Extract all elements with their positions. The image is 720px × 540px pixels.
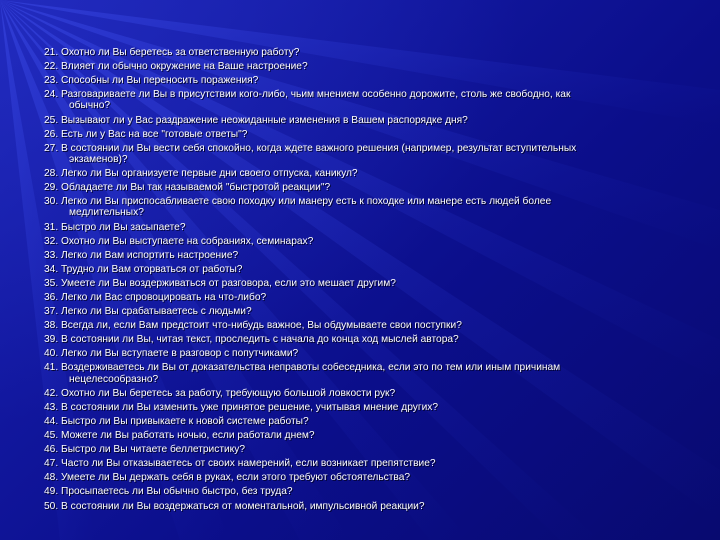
question-item bbox=[44, 89, 664, 111]
question-number: 23. bbox=[44, 75, 59, 87]
question-item bbox=[44, 129, 664, 140]
question-item bbox=[44, 222, 664, 233]
question-text: Легко ли Вам испортить настроение? bbox=[61, 249, 239, 261]
question-item bbox=[44, 278, 664, 289]
question-item bbox=[44, 168, 664, 179]
question-text: Просыпаетесь ли Вы обычно быстро, без труда? bbox=[61, 486, 293, 498]
question-text: Быстро ли Вы привыкаете к новой системе работы? bbox=[61, 415, 309, 427]
question-text: В состоянии ли Вы воздержаться от моментальной, импульсивной реакции? bbox=[61, 500, 425, 512]
question-number: 44. bbox=[44, 415, 59, 427]
question-item bbox=[44, 47, 664, 58]
question-text: Всегда ли, если Вам предстоит что-нибудь важное, Вы обдумываете свои поступки? bbox=[61, 320, 462, 332]
question-number: 26. bbox=[44, 128, 59, 140]
question-item bbox=[44, 416, 664, 427]
question-number: 24. bbox=[44, 89, 59, 101]
question-item bbox=[44, 250, 664, 261]
question-item bbox=[44, 292, 664, 303]
question-number: 43. bbox=[44, 401, 59, 413]
question-text: Охотно ли Вы выступаете на собраниях, семинарах? bbox=[61, 235, 314, 247]
question-item bbox=[44, 444, 664, 455]
question-text: В состоянии ли Вы изменить уже принятое решение, учитывая мнение других? bbox=[61, 401, 439, 413]
question-item bbox=[44, 75, 664, 86]
question-text: Часто ли Вы отказываетесь от своих намерений, если возникает препятствие? bbox=[61, 458, 436, 470]
question-item bbox=[44, 306, 664, 317]
question-text: Легко ли Вас спровоцировать на что-либо? bbox=[61, 292, 267, 304]
question-number: 47. bbox=[44, 458, 59, 470]
question-text: Есть ли у Вас на все "готовые ответы"? bbox=[61, 128, 248, 140]
question-number: 50. bbox=[44, 500, 59, 512]
question-number: 45. bbox=[44, 430, 59, 442]
question-item bbox=[44, 236, 664, 247]
question-item bbox=[44, 264, 664, 275]
question-text: Умеете ли Вы воздерживаться от разговора, если это мешает другим? bbox=[61, 277, 396, 289]
question-item bbox=[44, 115, 664, 126]
question-text: Можете ли Вы работать ночью, если работали днем? bbox=[61, 430, 315, 442]
question-text: Легко ли Вы срабатываетесь с людьми? bbox=[61, 306, 252, 318]
question-number: 21. bbox=[44, 47, 59, 58]
question-number: 40. bbox=[44, 348, 59, 360]
question-item bbox=[44, 458, 664, 469]
question-number: 48. bbox=[44, 472, 59, 484]
question-item bbox=[44, 348, 664, 359]
question-number: 38. bbox=[44, 320, 59, 332]
question-text: Охотно ли Вы беретесь за работу, требующую большой ловкости рук? bbox=[61, 387, 396, 399]
question-text: Быстро ли Вы засыпаете? bbox=[61, 221, 186, 233]
question-text: В состоянии ли Вы вести себя спокойно, когда ждете важного решения (например, результат вступительных bbox=[61, 142, 577, 154]
question-number: 35. bbox=[44, 277, 59, 289]
question-number: 36. bbox=[44, 292, 59, 304]
question-item bbox=[44, 196, 664, 218]
question-item bbox=[44, 362, 664, 384]
question-number: 49. bbox=[44, 486, 59, 498]
question-item bbox=[44, 402, 664, 413]
question-number: 32. bbox=[44, 235, 59, 247]
question-text: Разговариваете ли Вы в присутствии кого-либо, чьим мнением особенно дорожите, столь же свободно, как bbox=[61, 89, 571, 101]
question-number: 41. bbox=[44, 362, 59, 374]
question-text: Быстро ли Вы читаете беллетристику? bbox=[61, 444, 246, 456]
question-item bbox=[44, 501, 664, 512]
question-list bbox=[44, 47, 664, 515]
question-number: 27. bbox=[44, 142, 59, 154]
question-text: Легко ли Вы вступаете в разговор с попутчиками? bbox=[61, 348, 299, 360]
question-text: Воздерживаетесь ли Вы от доказательства неправоты собеседника, если это по тем или иным причинам bbox=[61, 362, 561, 374]
question-number: 42. bbox=[44, 387, 59, 399]
question-number: 25. bbox=[44, 114, 59, 126]
question-number: 39. bbox=[44, 334, 59, 346]
question-text: Обладаете ли Вы так называемой "быстротой реакции"? bbox=[61, 182, 331, 194]
question-item bbox=[44, 430, 664, 441]
question-text: В состоянии ли Вы, читая текст, проследить с начала до конца ход мыслей автора? bbox=[61, 334, 459, 346]
question-text: Легко ли Вы приспосабливаете свою походку или манеру есть к походке или манере есть людей более bbox=[61, 196, 552, 208]
question-item bbox=[44, 61, 664, 72]
question-text: Легко ли Вы организуете первые дни своего отпуска, каникул? bbox=[61, 168, 358, 180]
question-number: 34. bbox=[44, 263, 59, 275]
question-text: Умеете ли Вы держать себя в руках, если этого требуют обстоятельства? bbox=[61, 472, 411, 484]
question-text-continuation: нецелесообразно? bbox=[69, 373, 159, 385]
question-text-continuation: медлительных? bbox=[69, 207, 144, 219]
question-number: 31. bbox=[44, 221, 59, 233]
question-item bbox=[44, 388, 664, 399]
question-number: 29. bbox=[44, 182, 59, 194]
question-number: 33. bbox=[44, 249, 59, 261]
question-text: Влияет ли обычно окружение на Ваше настроение? bbox=[61, 61, 308, 73]
question-number: 28. bbox=[44, 168, 59, 180]
question-item bbox=[44, 334, 664, 345]
question-text-continuation: экзаменов)? bbox=[69, 153, 128, 165]
question-number: 30. bbox=[44, 196, 59, 208]
question-item bbox=[44, 182, 664, 193]
question-item bbox=[44, 472, 664, 483]
question-text: Трудно ли Вам оторваться от работы? bbox=[61, 263, 243, 275]
question-number: 22. bbox=[44, 61, 59, 73]
question-number: 37. bbox=[44, 306, 59, 318]
question-text: Охотно ли Вы беретесь за ответственную работу? bbox=[61, 47, 300, 58]
question-text: Вызывают ли у Вас раздражение неожиданные изменения в Вашем распорядке дня? bbox=[61, 114, 468, 126]
question-number: 46. bbox=[44, 444, 59, 456]
question-item bbox=[44, 486, 664, 497]
question-item bbox=[44, 143, 664, 165]
question-item bbox=[44, 320, 664, 331]
question-text-continuation: обычно? bbox=[69, 100, 111, 112]
question-text: Способны ли Вы переносить поражения? bbox=[61, 75, 259, 87]
